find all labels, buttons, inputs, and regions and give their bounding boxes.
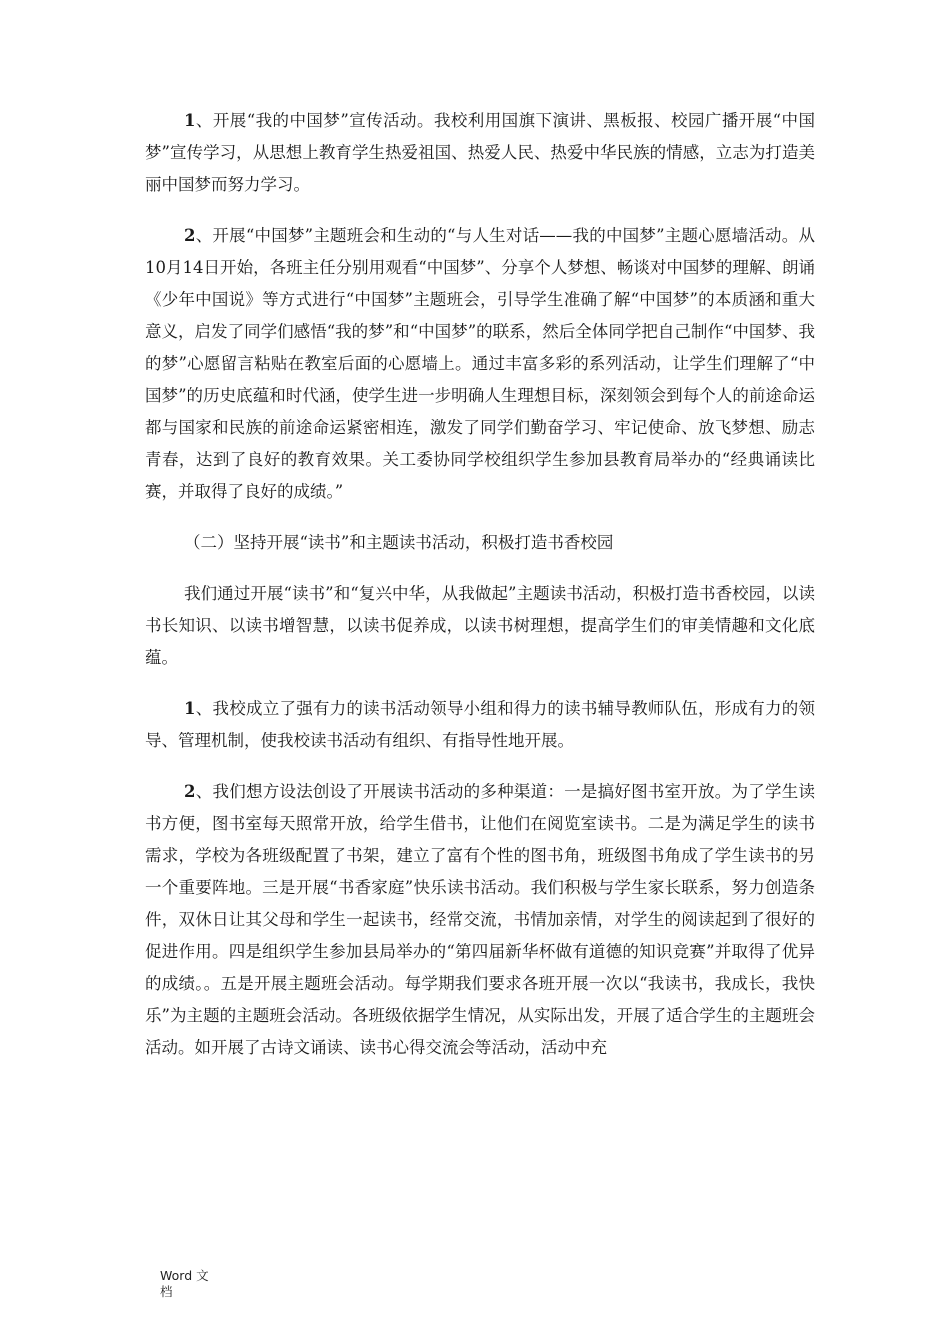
- paragraph-text: （二）坚持开展“读书”和主题读书活动，积极打造书香校园: [184, 533, 614, 552]
- paragraph-text: 、我校成立了强有力的读书活动领导小组和得力的读书辅导教师队伍，形成有力的领导、管理机制，使我校读书活动有组织、有指导性地开展。: [145, 699, 815, 750]
- paragraph-5: [145, 776, 815, 1064]
- paragraph-2: [145, 220, 815, 508]
- paragraph-1: [145, 105, 815, 201]
- footer-line-2: 档: [160, 1284, 173, 1299]
- paragraph-text: 、开展“我的中国梦”宣传活动。我校利用国旗下演讲、黑板报、校园广播开展“中国梦”宣传学习，从思想上教育学生热爱祖国、热爱人民、热爱中华民族的情感，立志为打造美丽中国梦而努力学习。: [145, 111, 815, 194]
- page-footer: [160, 1268, 220, 1300]
- paragraph-3: [145, 578, 815, 674]
- paragraph-number: 1: [184, 699, 196, 718]
- paragraph-4: [145, 693, 815, 757]
- document-body: [145, 105, 815, 1083]
- paragraph-number: 1: [184, 111, 196, 130]
- paragraph-number: 2: [184, 226, 196, 245]
- section-heading: [145, 527, 815, 559]
- footer-line-1: Word 文: [160, 1268, 209, 1283]
- paragraph-number: 2: [184, 782, 196, 801]
- paragraph-text: 、开展“中国梦”主题班会和生动的“与人生对话——我的中国梦”主题心愿墙活动。从10月14日开始，各班主任分别用观看“中国梦”、分享个人梦想、畅谈对中国梦的理解、朗诵《少年中国说》等方式进行“中国梦”主题班会，引导学生准确了解“中国梦”的本质涵和重大意义，启发了同学们感悟“我的梦”和“中国梦”的联系，然后全体同学把自己制作“中国梦、我的梦”心愿留言粘贴在教室后面的心愿墙上。通过丰富多彩的系列活动，让学生们理解了“中国梦”的历史底蕴和时代涵，使学生进一步明确人生理想目标，深刻领会到每个人的前途命运都与国家和民族的前途命运紧密相连，激发了同学们勤奋学习、牢记使命、放飞梦想、励志青春，达到了良好的教育效果。关工委协同学校组织学生参加县教育局举办的“经典诵读比赛，并取得了良好的成绩。”: [145, 226, 815, 501]
- paragraph-text: 我们通过开展“读书”和“复兴中华，从我做起”主题读书活动，积极打造书香校园，以读书长知识、以读书增智慧，以读书促养成，以读书树理想，提高学生们的审美情趣和文化底蕴。: [145, 584, 815, 667]
- paragraph-text: 、我们想方设法创设了开展读书活动的多种渠道：一是搞好图书室开放。为了学生读书方便，图书室每天照常开放，给学生借书，让他们在阅览室读书。二是为满足学生的读书需求，学校为各班级配置了书架，建立了富有个性的图书角，班级图书角成了学生读书的另一个重要阵地。三是开展“书香家庭”快乐读书活动。我们积极与学生家长联系，努力创造条件，双休日让其父母和学生一起读书，经常交流，书情加亲情，对学生的阅读起到了很好的促进作用。四是组织学生参加县局举办的“第四届新华杯做有道德的知识竞赛”并取得了优异的成绩。。五是开展主题班会活动。每学期我们要求各班开展一次以“我读书，我成长，我快乐”为主题的主题班会活动。各班级依据学生情况，从实际出发，开展了适合学生的主题班会活动。如开展了古诗文诵读、读书心得交流会等活动，活动中充: [145, 782, 815, 1057]
